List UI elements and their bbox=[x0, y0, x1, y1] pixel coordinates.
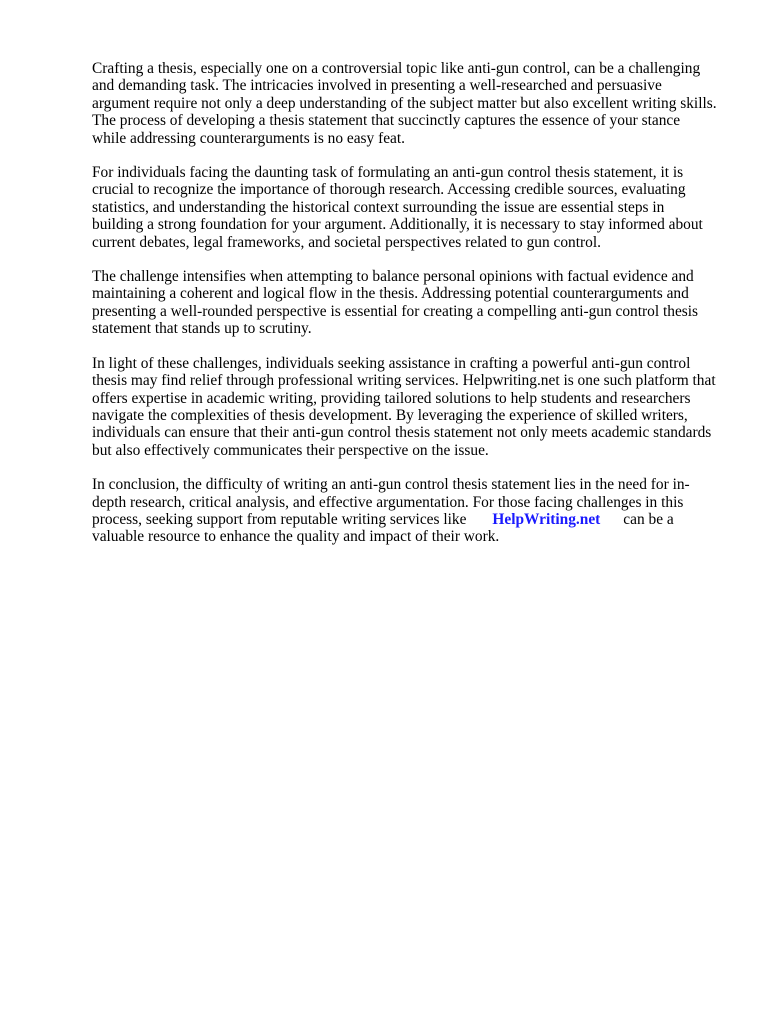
paragraph-line: building a strong foundation for your argument. Additionally, it is necessary to stay informed about bbox=[92, 216, 703, 234]
paragraph-line: Crafting a thesis, especially one on a controversial topic like anti-gun control, can be a challenging bbox=[92, 60, 701, 77]
paragraph-services bbox=[92, 355, 730, 459]
paragraph-line: In conclusion, the difficulty of writing an anti-gun control thesis statement lies in the need for in- bbox=[92, 476, 690, 494]
paragraph-line: maintaining a coherent and logical flow in the thesis. Addressing potential counterarguments and bbox=[92, 285, 689, 303]
paragraph-line: navigate the complexities of thesis development. By leveraging the experience of skilled writers, bbox=[92, 406, 688, 424]
paragraph-spacer bbox=[92, 459, 730, 476]
document-page bbox=[92, 60, 730, 546]
paragraph-spacer bbox=[92, 147, 730, 164]
paragraph-line: crucial to recognize the importance of thorough research. Accessing credible sources, evaluating bbox=[92, 181, 686, 199]
paragraph-spacer bbox=[92, 251, 730, 268]
paragraph-spacer bbox=[92, 338, 730, 355]
paragraph-line: individuals can ensure that their anti-gun control thesis statement not only meets academic standards bbox=[92, 424, 712, 442]
paragraph-line: depth research, critical analysis, and effective argumentation. For those facing challenges in this bbox=[92, 493, 684, 511]
paragraph-line: In light of these challenges, individuals seeking assistance in crafting a powerful anti-gun control bbox=[92, 354, 691, 372]
paragraph-challenge bbox=[92, 268, 730, 338]
paragraph-research bbox=[92, 164, 730, 251]
paragraph-line: statement that stands up to scrutiny. bbox=[92, 320, 312, 338]
paragraph-line: current debates, legal frameworks, and societal perspectives related to gun control. bbox=[92, 233, 601, 251]
paragraph-line: and demanding task. The intricacies involved in presenting a well-researched and persuasive bbox=[92, 77, 662, 95]
helpwriting-link[interactable]: HelpWriting.net bbox=[492, 510, 601, 528]
paragraph-line: but also effectively communicates their perspective on the issue. bbox=[92, 441, 489, 459]
paragraph-line-with-link bbox=[92, 511, 730, 528]
conclusion-text-after-link: can be a bbox=[623, 510, 674, 528]
conclusion-text-before-link: process, seeking support from reputable writing services like bbox=[92, 510, 467, 528]
paragraph-line: argument require not only a deep understanding of the subject matter but also excellent writing skills. bbox=[92, 94, 717, 112]
paragraph-line: For individuals facing the daunting task of formulating an anti-gun control thesis statement, it is bbox=[92, 164, 684, 182]
paragraph-line: offers expertise in academic writing, providing tailored solutions to help students and researchers bbox=[92, 389, 691, 407]
paragraph-intro bbox=[92, 60, 730, 147]
paragraph-line: statistics, and understanding the historical context surrounding the issue are essential steps in bbox=[92, 198, 665, 216]
paragraph-line: The process of developing a thesis statement that succinctly captures the essence of your stance bbox=[92, 112, 681, 130]
paragraph-line: valuable resource to enhance the quality and impact of their work. bbox=[92, 528, 500, 546]
paragraph-conclusion bbox=[92, 476, 730, 546]
paragraph-line: while addressing counterarguments is no easy feat. bbox=[92, 129, 405, 147]
paragraph-line: The challenge intensifies when attempting to balance personal opinions with factual evidence and bbox=[92, 268, 694, 286]
paragraph-line: thesis may find relief through professional writing services. Helpwriting.net is one such platform that bbox=[92, 372, 716, 390]
paragraph-line: presenting a well-rounded perspective is essential for creating a compelling anti-gun control thesis bbox=[92, 302, 699, 320]
